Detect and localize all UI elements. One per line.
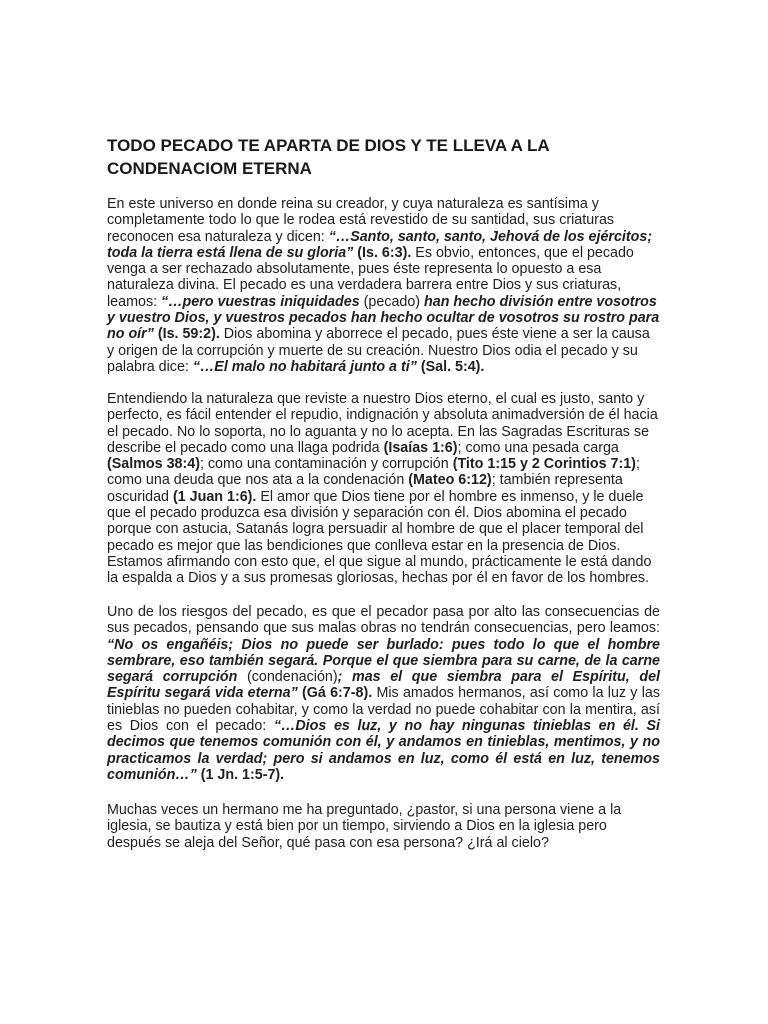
text-run: (condenación) [237,669,338,686]
scripture-quote: ; mas el que siembra para el Espíritu, del Espíritu segará vida eterna” [107,669,660,702]
scripture-reference: (Isaías 1:6) [383,439,458,456]
text-run: Dios abomina y aborrece el pecado, pues éste viene a ser la causa y origen de la corrupción y muerte de su creación. Nuestro Dios odia el pecado y su palabra dice: [107,326,650,375]
text-run: ; como una deuda que nos ata a la condenación [107,456,640,489]
scripture-reference: (Mateo 6:12) [408,472,492,489]
scripture-quote: “…pero vuestras iniquidades [161,293,360,310]
text-run: El amor que Dios tiene por el hombre es inmenso, y le duele que el pecado produzca esa división y separación con él. Dios abomina el pecado porque con astucia, Satanás logra persuadir al hombre de que el placer temporal del pecado es mejor que las bendiciones que conlleva estar en la presencia de Dios. Estamos afirmando con esto que, el que sigue al mundo, prácticamente le está dando la espalda a Dios y a sus promesas gloriosas, hechas por él en favor de los hombres. [107,488,652,587]
scripture-reference: (Is. 59:2). [157,326,220,343]
paragraph-4: Muchas veces un hermano me ha preguntado, ¿pastor, si una persona viene a la iglesia, se bautiza y está bien por un tiempo, sirviendo a Dios en la iglesia pero después se aleja del Señor, qué pasa con esa persona? ¿Irá al cielo? [107,802,622,851]
scripture-quote: “…Santo, santo, santo, Jehová de los ejércitos; toda la tierra está llena de su gloria” [107,228,653,261]
scripture-reference: (Tito 1:15 y 2 Corintios 7:1) [452,456,636,473]
scripture-quote: “…El malo no habitará junto a ti” [192,358,417,375]
scripture-reference: (Salmos 38:4) [107,456,200,473]
scripture-quote: “…Dios es luz, y no hay ningunas tinieblas en él. Si decimos que tenemos comunión con él, y andamos en tinieblas, mentimos, y no practicamos la verdad; pero si andamos en luz, como él está en luz, tenemos comunión…” [107,718,660,783]
scripture-reference: (Gá 6:7-8). [302,685,373,702]
text-run: Entendiendo la naturaleza que reviste a nuestro Dios eterno, el cual es justo, santo y perfecto, es fácil entender el repudio, indignación y absoluta animadversión de él hacia el pecado. No lo soporta, no lo aguanta y no lo acepta. En las Sagradas Escrituras se describe el pecado como una llaga podrida [107,391,658,456]
text-run: ; como una contaminación y corrupción [199,456,453,473]
scripture-quote: “No os engañéis; Dios no puede ser burlado: pues todo lo que el hombre sembrare, eso también segará. Porque el que siembra para su carne, de la carne segará corrupción [107,636,660,686]
scripture-reference: (1 Jn. 1:5-7). [200,766,285,783]
paragraph-1 [107,196,660,375]
text-run: Uno de los riesgos del pecado, es que el pecador pasa por alto las consecuencias de sus pecados, pensando que sus malas obras no tendrán consecuencias, pero leamos: [107,604,660,637]
text-run: En este universo en donde reina su creador, y cuya naturaleza es santísima y completamente todo lo que le rodea está revestido de su santidad, sus criaturas reconocen esa naturaleza y dicen: [107,196,615,245]
scripture-reference: (Sal. 5:4). [420,358,485,375]
text-run: ; como una pesada carga [457,439,619,456]
paragraph-2 [107,391,660,587]
scripture-quote: han hecho división entre vosotros y vuestro Dios, y vuestros pecados han hecho ocultar de vosotros su rostro para no oír” [107,293,660,343]
scripture-reference: (1 Juan 1:6). [172,488,257,505]
paragraph-3 [107,604,660,783]
text-run: Mis amados hermanos, así como la luz y las tinieblas no pueden cohabitar, y como la verdad no puede cohabitar con la mentira, así es Dios con el pecado: [107,685,660,735]
text-run: Es obvio, entonces, que el pecado venga a ser rechazado absolutamente, pues éste representa lo opuesto a esa naturaleza divina. El pecado es una verdadera barrera entre Dios y sus criaturas, leamos: [107,244,634,310]
text-run: (pecado) [359,293,425,310]
text-run: ; también representa oscuridad [107,472,623,505]
scripture-reference: (Is. 6:3). [357,244,412,261]
page-title: TODO PECADO TE APARTA DE DIOS Y TE LLEVA A LA CONDENACIOM ETERNA [107,136,550,178]
